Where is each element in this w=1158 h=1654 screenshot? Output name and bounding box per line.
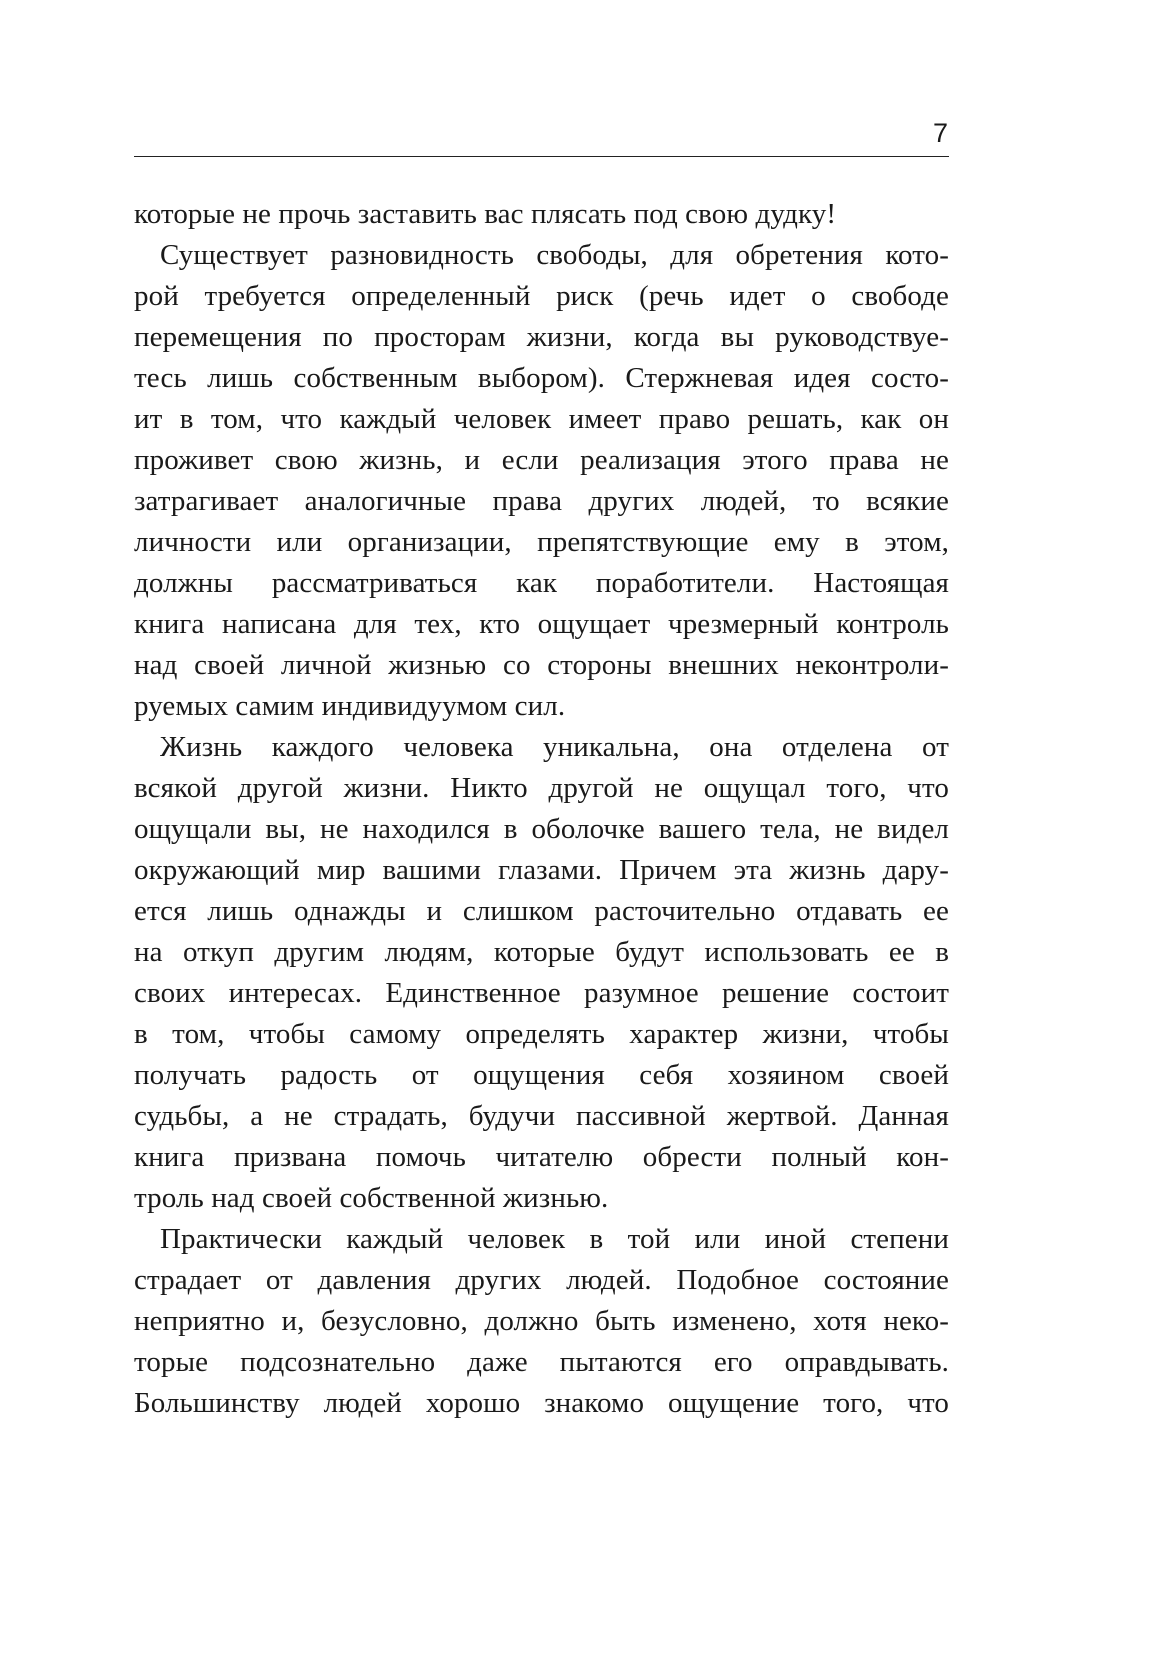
header-rule: [134, 156, 949, 157]
text-line: книга написана для тех, кто ощущает чрезмерный контроль: [134, 608, 949, 640]
page-number: 7: [932, 118, 948, 148]
text-line: судьбы, а не страдать, будучи пассивной жертвой. Данная: [134, 1100, 949, 1132]
text-line: проживет свою жизнь, и если реализация этого права не: [134, 444, 949, 476]
text-line: получать радость от ощущения себя хозяином своей: [134, 1059, 949, 1091]
text-line: торые подсознательно даже пытаются его оправдывать.: [134, 1346, 949, 1378]
text-line: на откуп другим людям, которые будут использовать ее в: [134, 936, 949, 968]
text-line: тесь лишь собственным выбором). Стержневая идея состо-: [134, 362, 949, 394]
text-line: перемещения по просторам жизни, когда вы руководствуе-: [134, 321, 949, 353]
text-line: ощущали вы, не находился в оболочке вашего тела, не видел: [134, 813, 949, 845]
text-line: Существует разновидность свободы, для обретения кото-: [160, 239, 949, 271]
text-line: над своей личной жизнью со стороны внешних неконтроли-: [134, 649, 949, 681]
text-line: окружающий мир вашими глазами. Причем эта жизнь дару-: [134, 854, 949, 886]
text-line: которые не прочь заставить вас плясать под свою дудку!: [134, 198, 837, 230]
text-line: Жизнь каждого человека уникальна, она отделена от: [160, 731, 949, 763]
text-line: троль над своей собственной жизнью.: [134, 1182, 609, 1214]
text-line: всякой другой жизни. Никто другой не ощущал того, что: [134, 772, 949, 804]
text-line: затрагивает аналогичные права других людей, то всякие: [134, 485, 949, 517]
text-line: Практически каждый человек в той или иной степени: [160, 1223, 949, 1255]
text-line: ется лишь однажды и слишком расточительно отдавать ее: [134, 895, 949, 927]
text-line: личности или организации, препятствующие ему в этом,: [134, 526, 949, 558]
text-line: Большинству людей хорошо знакомо ощущение того, что: [134, 1387, 949, 1419]
text-line: неприятно и, безусловно, должно быть изменено, хотя неко-: [134, 1305, 949, 1337]
body-text: [134, 194, 949, 1424]
text-line: должны рассматриваться как поработители. Настоящая: [134, 567, 949, 599]
text-line: своих интересах. Единственное разумное решение состоит: [134, 977, 949, 1009]
text-line: в том, чтобы самому определять характер жизни, чтобы: [134, 1018, 949, 1050]
text-line: ит в том, что каждый человек имеет право решать, как он: [134, 403, 949, 435]
text-line: книга призвана помочь читателю обрести полный кон-: [134, 1141, 949, 1173]
text-line: страдает от давления других людей. Подобное состояние: [134, 1264, 949, 1296]
text-line: рой требуется определенный риск (речь идет о свободе: [134, 280, 949, 312]
text-line: руемых самим индивидуумом сил.: [134, 690, 566, 722]
